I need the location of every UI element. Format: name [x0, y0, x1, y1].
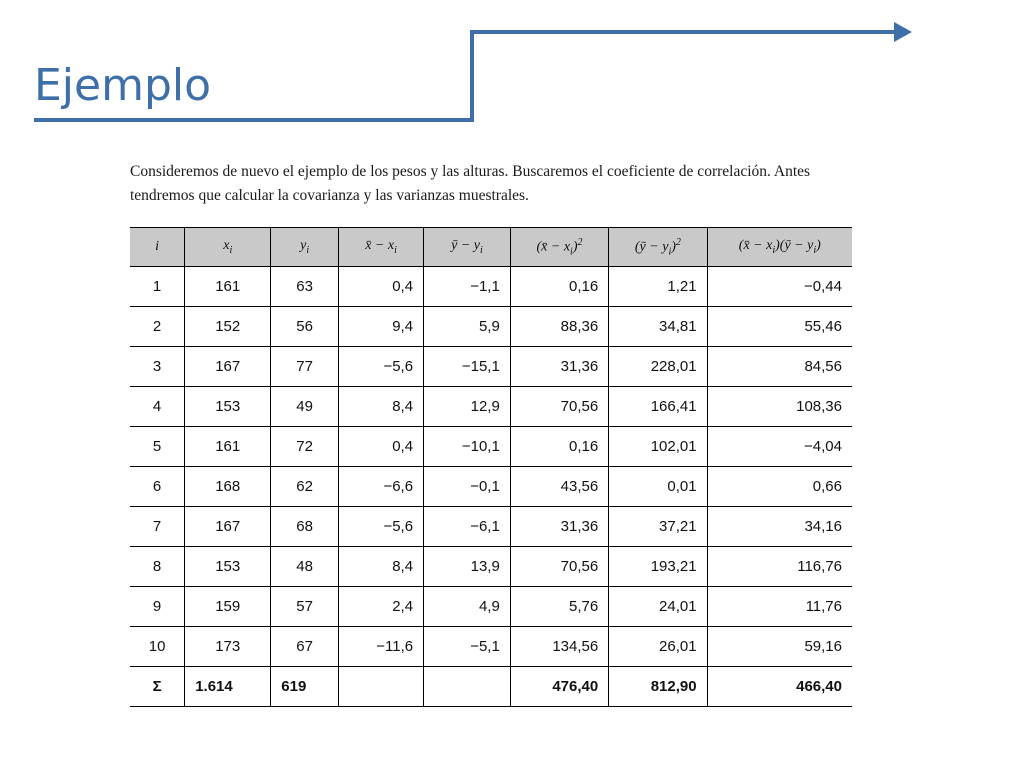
- table-cell: 8,4: [339, 387, 424, 427]
- column-header-2: $y_i$: [271, 228, 339, 267]
- table-row: [130, 427, 852, 467]
- table-cell: 159: [185, 587, 271, 627]
- table-cell: 619: [271, 667, 339, 707]
- table-cell: −15,1: [424, 347, 511, 387]
- table-cell: 0,16: [510, 267, 608, 307]
- table-cell: 10: [130, 627, 185, 667]
- table-cell: [424, 667, 511, 707]
- table-row: [130, 467, 852, 507]
- table-cell: 7: [130, 507, 185, 547]
- table-cell: 77: [271, 347, 339, 387]
- table-row: [130, 307, 852, 347]
- table-cell: 1.614: [185, 667, 271, 707]
- table-cell: 9,4: [339, 307, 424, 347]
- table-cell: 84,56: [707, 347, 852, 387]
- table-cell: 12,9: [424, 387, 511, 427]
- table-cell: 173: [185, 627, 271, 667]
- table-cell: 466,40: [707, 667, 852, 707]
- table-row: [130, 627, 852, 667]
- table-cell: 1,21: [609, 267, 707, 307]
- table-cell: 34,81: [609, 307, 707, 347]
- table-cell: 34,16: [707, 507, 852, 547]
- table-cell: 70,56: [510, 387, 608, 427]
- table-cell: −5,1: [424, 627, 511, 667]
- table-cell: 102,01: [609, 427, 707, 467]
- table-cell: 8: [130, 547, 185, 587]
- table-cell: 152: [185, 307, 271, 347]
- table-cell: 31,36: [510, 347, 608, 387]
- table-cell: 4: [130, 387, 185, 427]
- table-cell: 153: [185, 387, 271, 427]
- table-cell: −1,1: [424, 267, 511, 307]
- column-header-5: (x̄ − $x_i)^2$: [510, 228, 608, 267]
- table-cell: 68: [271, 507, 339, 547]
- table-cell: 5: [130, 427, 185, 467]
- table-cell: Σ: [130, 667, 185, 707]
- table-cell: 56: [271, 307, 339, 347]
- table-cell: 2: [130, 307, 185, 347]
- table-cell: −10,1: [424, 427, 511, 467]
- table-cell: 228,01: [609, 347, 707, 387]
- table-cell: 6: [130, 467, 185, 507]
- table-cell: 55,46: [707, 307, 852, 347]
- table-cell: 37,21: [609, 507, 707, 547]
- table-cell: 167: [185, 507, 271, 547]
- table-cell: 1: [130, 267, 185, 307]
- table-row: [130, 507, 852, 547]
- table-cell: 153: [185, 547, 271, 587]
- table-cell: 3: [130, 347, 185, 387]
- table-cell: 161: [185, 427, 271, 467]
- table-cell: −11,6: [339, 627, 424, 667]
- table-cell: 0,4: [339, 267, 424, 307]
- table-cell: 49: [271, 387, 339, 427]
- table-cell: 43,56: [510, 467, 608, 507]
- table-cell: 9: [130, 587, 185, 627]
- table-cell: 161: [185, 267, 271, 307]
- table-cell: 48: [271, 547, 339, 587]
- table-cell: 134,56: [510, 627, 608, 667]
- table-cell: 63: [271, 267, 339, 307]
- table-cell: 116,76: [707, 547, 852, 587]
- table-cell: 2,4: [339, 587, 424, 627]
- arrow-right-icon: [894, 22, 912, 42]
- table-cell: 31,36: [510, 507, 608, 547]
- table-cell: 193,21: [609, 547, 707, 587]
- table-cell: 0,16: [510, 427, 608, 467]
- table-cell: 0,66: [707, 467, 852, 507]
- table-row: [130, 347, 852, 387]
- column-header-6: (ȳ − $y_i)^2$: [609, 228, 707, 267]
- table-cell: 5,76: [510, 587, 608, 627]
- column-header-3: x̄ − $x_i$: [339, 228, 424, 267]
- table-cell: 0,4: [339, 427, 424, 467]
- table-cell: 62: [271, 467, 339, 507]
- table-cell: 476,40: [510, 667, 608, 707]
- table-cell: 4,9: [424, 587, 511, 627]
- table-cell: [339, 667, 424, 707]
- table-cell: 59,16: [707, 627, 852, 667]
- table-cell: 57: [271, 587, 339, 627]
- table-cell: −0,44: [707, 267, 852, 307]
- table-row: [130, 547, 852, 587]
- table-cell: 812,90: [609, 667, 707, 707]
- table-cell: 11,76: [707, 587, 852, 627]
- table-cell: 26,01: [609, 627, 707, 667]
- table-cell: 88,36: [510, 307, 608, 347]
- table-cell: 72: [271, 427, 339, 467]
- table-cell: 0,01: [609, 467, 707, 507]
- table-cell: −6,1: [424, 507, 511, 547]
- table-cell: 67: [271, 627, 339, 667]
- table-cell: −0,1: [424, 467, 511, 507]
- table-cell: −4,04: [707, 427, 852, 467]
- table-cell: 24,01: [609, 587, 707, 627]
- table-cell: 8,4: [339, 547, 424, 587]
- column-header-1: $x_i$: [185, 228, 271, 267]
- column-header-7: (x̄ − $x_i)(ȳ - y_i)$: [707, 228, 852, 267]
- table-cell: −6,6: [339, 467, 424, 507]
- sum-row: [130, 667, 852, 707]
- table-row: [130, 267, 852, 307]
- table-cell: 168: [185, 467, 271, 507]
- table-cell: 166,41: [609, 387, 707, 427]
- table-header-row: [130, 228, 852, 267]
- table-cell: 108,36: [707, 387, 852, 427]
- table-cell: 70,56: [510, 547, 608, 587]
- column-header-0: i: [130, 228, 185, 267]
- table-cell: 5,9: [424, 307, 511, 347]
- table-cell: 13,9: [424, 547, 511, 587]
- table-row: [130, 587, 852, 627]
- table-cell: −5,6: [339, 347, 424, 387]
- table-cell: 167: [185, 347, 271, 387]
- covariance-table: [130, 227, 852, 707]
- column-header-4: ȳ − $y_i$: [424, 228, 511, 267]
- table-cell: −5,6: [339, 507, 424, 547]
- slide-title: Ejemplo: [34, 60, 212, 111]
- table-row: [130, 387, 852, 427]
- intro-paragraph: Consideremos de nuevo el ejemplo de los pesos y las alturas. Buscaremos el coeficiente de correlación. Antes tendremos que calcular la covarianza y las varianzas muestrales.: [130, 163, 811, 204]
